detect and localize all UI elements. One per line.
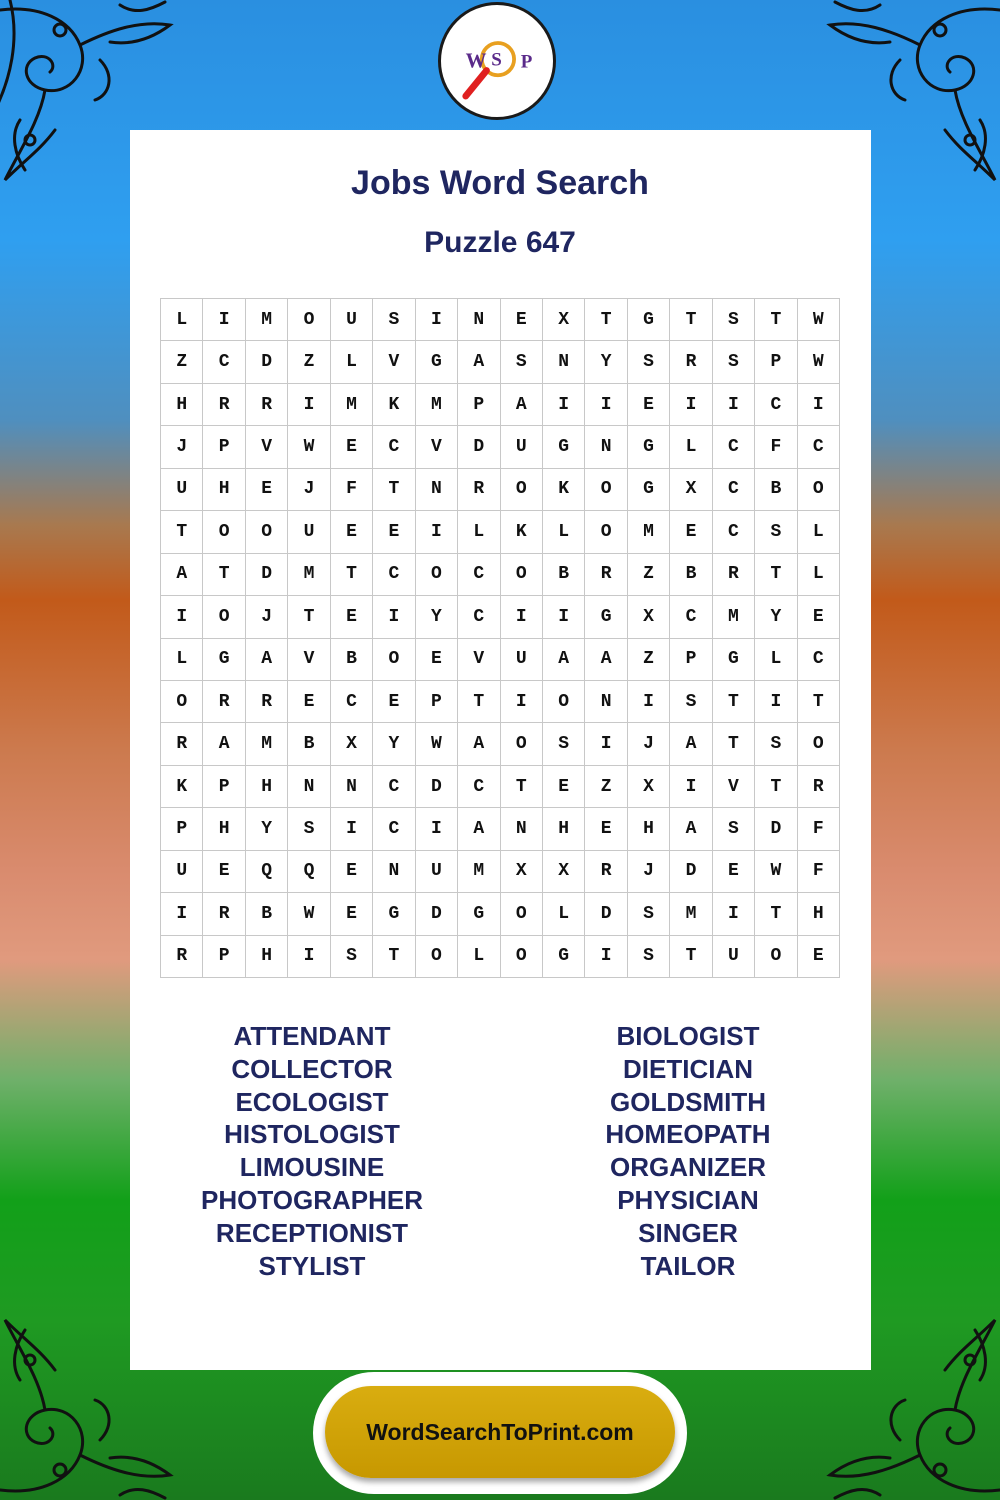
grid-cell[interactable]: C	[670, 596, 712, 638]
grid-cell[interactable]: E	[373, 511, 415, 553]
grid-cell[interactable]: C	[798, 426, 840, 468]
grid-cell[interactable]: H	[628, 808, 670, 850]
grid-cell[interactable]: Z	[585, 766, 627, 808]
grid-cell[interactable]: O	[501, 936, 543, 978]
grid-cell[interactable]: M	[670, 893, 712, 935]
grid-cell[interactable]: M	[246, 723, 288, 765]
grid-cell[interactable]: E	[713, 851, 755, 893]
wsp-logo	[438, 2, 556, 120]
grid-cell[interactable]: T	[755, 893, 797, 935]
grid-cell[interactable]: H	[161, 384, 203, 426]
grid-cell[interactable]: Y	[755, 596, 797, 638]
grid-cell[interactable]: G	[416, 341, 458, 383]
grid-cell[interactable]: S	[713, 299, 755, 341]
grid-cell[interactable]: T	[713, 723, 755, 765]
grid-cell[interactable]: Q	[246, 851, 288, 893]
grid-cell[interactable]: L	[798, 511, 840, 553]
grid-cell[interactable]: Y	[246, 808, 288, 850]
grid-cell[interactable]: Z	[628, 554, 670, 596]
grid-cell[interactable]: O	[416, 936, 458, 978]
grid-cell[interactable]: J	[288, 469, 330, 511]
grid-cell[interactable]: W	[798, 341, 840, 383]
grid-cell[interactable]: E	[288, 681, 330, 723]
grid-cell[interactable]: T	[713, 681, 755, 723]
grid-cell[interactable]: O	[543, 681, 585, 723]
grid-cell[interactable]: C	[755, 384, 797, 426]
grid-cell[interactable]: B	[246, 893, 288, 935]
grid-cell[interactable]: I	[161, 893, 203, 935]
grid-cell[interactable]: I	[501, 596, 543, 638]
grid-cell[interactable]: I	[501, 681, 543, 723]
grid-cell[interactable]: S	[713, 808, 755, 850]
grid-cell[interactable]: T	[373, 936, 415, 978]
grid-cell[interactable]: J	[161, 426, 203, 468]
grid-cell[interactable]: H	[203, 808, 245, 850]
grid-cell[interactable]: I	[585, 936, 627, 978]
grid-cell[interactable]: O	[246, 511, 288, 553]
grid-cell[interactable]: W	[755, 851, 797, 893]
grid-cell[interactable]: E	[628, 384, 670, 426]
grid-cell[interactable]: M	[331, 384, 373, 426]
grid-cell[interactable]: D	[755, 808, 797, 850]
grid-cell[interactable]: N	[288, 766, 330, 808]
grid-cell[interactable]: O	[585, 511, 627, 553]
grid-cell[interactable]: O	[161, 681, 203, 723]
grid-cell[interactable]: E	[331, 426, 373, 468]
grid-cell[interactable]: M	[288, 554, 330, 596]
grid-cell[interactable]: S	[288, 808, 330, 850]
grid-cell[interactable]: H	[543, 808, 585, 850]
grid-cell[interactable]: R	[798, 766, 840, 808]
grid-cell[interactable]: X	[543, 851, 585, 893]
grid-cell[interactable]: D	[246, 554, 288, 596]
grid-cell[interactable]: G	[628, 469, 670, 511]
grid-cell[interactable]: K	[543, 469, 585, 511]
letter-grid	[160, 298, 840, 978]
grid-cell[interactable]: I	[755, 681, 797, 723]
grid-cell[interactable]: B	[331, 639, 373, 681]
grid-cell[interactable]: L	[331, 341, 373, 383]
grid-cell[interactable]: L	[161, 639, 203, 681]
grid-cell[interactable]: P	[203, 936, 245, 978]
grid-cell[interactable]: C	[373, 426, 415, 468]
grid-cell[interactable]: O	[755, 936, 797, 978]
grid-cell[interactable]: G	[203, 639, 245, 681]
grid-cell[interactable]: G	[543, 936, 585, 978]
grid-cell[interactable]: E	[798, 936, 840, 978]
website-button[interactable]	[325, 1386, 675, 1478]
grid-cell[interactable]: C	[458, 554, 500, 596]
grid-cell[interactable]: K	[501, 511, 543, 553]
grid-cell[interactable]: A	[161, 554, 203, 596]
grid-cell[interactable]: E	[331, 596, 373, 638]
grid-cell[interactable]: N	[416, 469, 458, 511]
grid-cell[interactable]: A	[543, 639, 585, 681]
grid-cell[interactable]: I	[585, 723, 627, 765]
grid-cell[interactable]: S	[543, 723, 585, 765]
grid-cell[interactable]: I	[543, 596, 585, 638]
grid-cell[interactable]: I	[416, 511, 458, 553]
grid-cell[interactable]: C	[331, 681, 373, 723]
grid-cell[interactable]: S	[373, 299, 415, 341]
grid-cell[interactable]: A	[501, 384, 543, 426]
grid-cell[interactable]: F	[755, 426, 797, 468]
grid-cell[interactable]: L	[798, 554, 840, 596]
grid-cell[interactable]: U	[161, 469, 203, 511]
grid-cell[interactable]: B	[670, 554, 712, 596]
grid-cell[interactable]: W	[798, 299, 840, 341]
grid-cell[interactable]: Z	[161, 341, 203, 383]
grid-cell[interactable]: D	[458, 426, 500, 468]
grid-cell[interactable]: N	[331, 766, 373, 808]
grid-cell[interactable]: F	[331, 469, 373, 511]
grid-cell[interactable]: E	[416, 639, 458, 681]
grid-cell[interactable]: I	[331, 808, 373, 850]
grid-cell[interactable]: P	[161, 808, 203, 850]
grid-cell[interactable]: P	[458, 384, 500, 426]
grid-cell[interactable]: S	[628, 341, 670, 383]
grid-cell[interactable]: N	[458, 299, 500, 341]
grid-cell[interactable]: S	[331, 936, 373, 978]
grid-cell[interactable]: G	[458, 893, 500, 935]
grid-cell[interactable]: E	[203, 851, 245, 893]
grid-cell[interactable]: O	[585, 469, 627, 511]
grid-cell[interactable]: E	[246, 469, 288, 511]
grid-cell[interactable]: U	[501, 639, 543, 681]
grid-cell[interactable]: E	[331, 893, 373, 935]
grid-cell[interactable]: C	[203, 341, 245, 383]
grid-cell[interactable]: V	[246, 426, 288, 468]
grid-cell[interactable]: T	[798, 681, 840, 723]
grid-cell[interactable]: G	[713, 639, 755, 681]
logo-letter-s: S	[491, 49, 502, 71]
grid-cell[interactable]: L	[543, 893, 585, 935]
word-list-item: STYLIST	[258, 1250, 366, 1281]
grid-cell[interactable]: K	[161, 766, 203, 808]
grid-cell[interactable]: N	[543, 341, 585, 383]
grid-cell[interactable]: A	[670, 808, 712, 850]
word-list-item: PHYSICIAN	[617, 1184, 759, 1215]
grid-cell[interactable]: H	[203, 469, 245, 511]
grid-cell[interactable]: S	[670, 681, 712, 723]
grid-cell[interactable]: J	[246, 596, 288, 638]
grid-cell[interactable]: X	[501, 851, 543, 893]
grid-cell[interactable]: H	[246, 766, 288, 808]
grid-cell[interactable]: N	[501, 808, 543, 850]
grid-cell[interactable]: L	[458, 936, 500, 978]
grid-cell[interactable]: G	[373, 893, 415, 935]
grid-cell[interactable]: Y	[585, 341, 627, 383]
grid-cell[interactable]: O	[288, 299, 330, 341]
grid-cell[interactable]: T	[203, 554, 245, 596]
grid-cell[interactable]: T	[670, 299, 712, 341]
grid-cell[interactable]: S	[501, 341, 543, 383]
grid-cell[interactable]: J	[628, 723, 670, 765]
grid-cell[interactable]: G	[628, 426, 670, 468]
word-list-item: RECEPTIONIST	[215, 1217, 409, 1248]
grid-cell[interactable]: R	[203, 384, 245, 426]
grid-cell[interactable]: P	[416, 681, 458, 723]
grid-cell[interactable]: N	[585, 681, 627, 723]
word-list-item: GOLDSMITH	[610, 1086, 766, 1117]
grid-cell[interactable]: N	[373, 851, 415, 893]
grid-cell[interactable]: C	[798, 639, 840, 681]
grid-cell[interactable]: M	[246, 299, 288, 341]
word-list-item: TAILOR	[640, 1250, 736, 1281]
grid-cell[interactable]: I	[713, 384, 755, 426]
grid-cell[interactable]: T	[373, 469, 415, 511]
grid-cell[interactable]: P	[755, 341, 797, 383]
grid-cell[interactable]: E	[585, 808, 627, 850]
grid-cell[interactable]: D	[416, 893, 458, 935]
grid-cell[interactable]: R	[585, 851, 627, 893]
grid-cell[interactable]: L	[543, 511, 585, 553]
grid-cell[interactable]: I	[203, 299, 245, 341]
grid-cell[interactable]: I	[670, 766, 712, 808]
grid-cell[interactable]: W	[288, 426, 330, 468]
grid-cell[interactable]: O	[501, 554, 543, 596]
grid-cell[interactable]: A	[203, 723, 245, 765]
grid-cell[interactable]: I	[416, 808, 458, 850]
grid-cell[interactable]: U	[416, 851, 458, 893]
puzzle-title: Jobs Word Search	[351, 164, 649, 202]
word-list-item: DIETICIAN	[623, 1053, 753, 1084]
grid-cell[interactable]: P	[203, 426, 245, 468]
grid-cell[interactable]: C	[713, 426, 755, 468]
grid-cell[interactable]: R	[161, 723, 203, 765]
grid-cell[interactable]: R	[203, 893, 245, 935]
grid-cell[interactable]: R	[203, 681, 245, 723]
grid-cell[interactable]: C	[458, 766, 500, 808]
grid-cell[interactable]: R	[585, 554, 627, 596]
grid-cell[interactable]: V	[288, 639, 330, 681]
grid-cell[interactable]: N	[585, 426, 627, 468]
grid-cell[interactable]: J	[628, 851, 670, 893]
grid-cell[interactable]: I	[543, 384, 585, 426]
grid-cell[interactable]: T	[161, 511, 203, 553]
grid-cell[interactable]: E	[373, 681, 415, 723]
grid-cell[interactable]: P	[670, 639, 712, 681]
grid-cell[interactable]: O	[501, 893, 543, 935]
grid-cell[interactable]: T	[288, 596, 330, 638]
grid-cell[interactable]: D	[416, 766, 458, 808]
grid-cell[interactable]: D	[670, 851, 712, 893]
grid-cell[interactable]: C	[458, 596, 500, 638]
word-list-item: BIOLOGIST	[616, 1021, 760, 1051]
grid-cell[interactable]: A	[458, 723, 500, 765]
grid-cell[interactable]: A	[585, 639, 627, 681]
website-label: WordSearchToPrint.com	[366, 1418, 634, 1445]
grid-cell[interactable]: A	[670, 723, 712, 765]
grid-cell[interactable]: E	[331, 511, 373, 553]
grid-cell[interactable]: R	[246, 384, 288, 426]
grid-cell[interactable]: U	[501, 426, 543, 468]
word-list-item: ATTENDANT	[233, 1021, 391, 1051]
word-list-item: ECOLOGIST	[235, 1086, 389, 1117]
grid-cell[interactable]: V	[713, 766, 755, 808]
grid-cell[interactable]: U	[288, 511, 330, 553]
word-list-item: PHOTOGRAPHER	[201, 1184, 423, 1215]
grid-cell[interactable]: Z	[288, 341, 330, 383]
grid-cell[interactable]: I	[288, 936, 330, 978]
grid-cell[interactable]: P	[203, 766, 245, 808]
grid-cell[interactable]: M	[713, 596, 755, 638]
grid-cell[interactable]: Z	[628, 639, 670, 681]
grid-cell[interactable]: S	[755, 511, 797, 553]
grid-cell[interactable]: R	[713, 554, 755, 596]
grid-cell[interactable]: T	[585, 299, 627, 341]
grid-cell[interactable]: I	[161, 596, 203, 638]
word-list-right	[538, 1020, 838, 1282]
grid-cell[interactable]: C	[373, 808, 415, 850]
grid-cell[interactable]: E	[501, 299, 543, 341]
grid-cell[interactable]: O	[373, 639, 415, 681]
grid-cell[interactable]: C	[373, 554, 415, 596]
grid-cell[interactable]: R	[458, 469, 500, 511]
grid-cell[interactable]: G	[543, 426, 585, 468]
grid-cell[interactable]: L	[161, 299, 203, 341]
grid-cell[interactable]: I	[670, 384, 712, 426]
grid-cell[interactable]: E	[543, 766, 585, 808]
grid-cell[interactable]: X	[670, 469, 712, 511]
grid-cell[interactable]: H	[798, 893, 840, 935]
grid-cell[interactable]: Q	[288, 851, 330, 893]
word-list-item: HISTOLOGIST	[224, 1119, 400, 1150]
grid-cell[interactable]: I	[416, 299, 458, 341]
grid-cell[interactable]: E	[798, 596, 840, 638]
grid-cell[interactable]: B	[288, 723, 330, 765]
grid-cell[interactable]: I	[798, 384, 840, 426]
grid-cell[interactable]: S	[628, 893, 670, 935]
grid-cell[interactable]: X	[628, 596, 670, 638]
grid-cell[interactable]: T	[755, 554, 797, 596]
grid-cell[interactable]: F	[798, 851, 840, 893]
grid-cell[interactable]: W	[416, 723, 458, 765]
grid-cell[interactable]: T	[670, 936, 712, 978]
word-list-item: LIMOUSINE	[239, 1152, 385, 1183]
grid-cell[interactable]: O	[501, 723, 543, 765]
grid-cell[interactable]: T	[501, 766, 543, 808]
grid-cell[interactable]: T	[755, 299, 797, 341]
grid-cell[interactable]: D	[585, 893, 627, 935]
grid-cell[interactable]: S	[628, 936, 670, 978]
grid-cell[interactable]: O	[203, 596, 245, 638]
word-list-item: ORGANIZER	[610, 1152, 766, 1183]
grid-cell[interactable]: O	[416, 554, 458, 596]
grid-cell[interactable]: L	[670, 426, 712, 468]
grid-cell[interactable]: O	[501, 469, 543, 511]
grid-cell[interactable]: B	[543, 554, 585, 596]
grid-cell[interactable]: M	[458, 851, 500, 893]
grid-cell[interactable]: R	[161, 936, 203, 978]
grid-cell[interactable]: U	[713, 936, 755, 978]
grid-cell[interactable]: L	[755, 639, 797, 681]
grid-cell[interactable]: I	[373, 596, 415, 638]
grid-cell[interactable]: T	[331, 554, 373, 596]
grid-cell[interactable]: I	[288, 384, 330, 426]
grid-cell[interactable]: G	[628, 299, 670, 341]
grid-cell[interactable]: B	[755, 469, 797, 511]
grid-cell[interactable]: A	[458, 341, 500, 383]
grid-cell[interactable]: A	[246, 639, 288, 681]
grid-cell[interactable]: S	[713, 341, 755, 383]
grid-cell[interactable]: W	[288, 893, 330, 935]
logo-letter-w: W	[465, 48, 487, 73]
grid-cell[interactable]: I	[628, 681, 670, 723]
grid-cell[interactable]: X	[331, 723, 373, 765]
grid-cell[interactable]: U	[161, 851, 203, 893]
grid-cell[interactable]: O	[798, 469, 840, 511]
puzzle-number: Puzzle 647	[424, 226, 576, 259]
grid-cell[interactable]: H	[246, 936, 288, 978]
grid-cell[interactable]: X	[543, 299, 585, 341]
grid-cell[interactable]: Y	[416, 596, 458, 638]
grid-cell[interactable]: M	[416, 384, 458, 426]
grid-cell[interactable]: K	[373, 384, 415, 426]
word-list-left	[162, 1020, 462, 1282]
word-list-item: SINGER	[638, 1217, 738, 1248]
grid-cell[interactable]: X	[628, 766, 670, 808]
grid-cell[interactable]: L	[458, 511, 500, 553]
grid-cell[interactable]: S	[755, 723, 797, 765]
grid-cell[interactable]: D	[246, 341, 288, 383]
grid-cell[interactable]: I	[713, 893, 755, 935]
grid-cell[interactable]: F	[798, 808, 840, 850]
grid-cell[interactable]: R	[246, 681, 288, 723]
grid-cell[interactable]: I	[585, 384, 627, 426]
grid-cell[interactable]: Y	[373, 723, 415, 765]
magnifier-handle-icon	[466, 70, 487, 96]
grid-cell[interactable]: V	[458, 639, 500, 681]
grid-cell[interactable]: M	[628, 511, 670, 553]
grid-cell[interactable]: U	[331, 299, 373, 341]
grid-cell[interactable]: V	[373, 341, 415, 383]
grid-cell[interactable]: O	[798, 723, 840, 765]
grid-cell[interactable]: C	[373, 766, 415, 808]
grid-cell[interactable]: A	[458, 808, 500, 850]
grid-cell[interactable]: C	[713, 469, 755, 511]
grid-cell[interactable]: T	[458, 681, 500, 723]
grid-cell[interactable]: G	[585, 596, 627, 638]
grid-cell[interactable]: R	[670, 341, 712, 383]
grid-cell[interactable]: C	[713, 511, 755, 553]
logo-letter-p: P	[520, 51, 533, 73]
word-list-item: COLLECTOR	[231, 1053, 393, 1084]
word-list-item: HOMEOPATH	[605, 1119, 771, 1150]
grid-cell[interactable]: V	[416, 426, 458, 468]
grid-cell[interactable]: O	[203, 511, 245, 553]
grid-cell[interactable]: E	[331, 851, 373, 893]
grid-cell[interactable]: T	[755, 766, 797, 808]
grid-cell[interactable]: E	[670, 511, 712, 553]
